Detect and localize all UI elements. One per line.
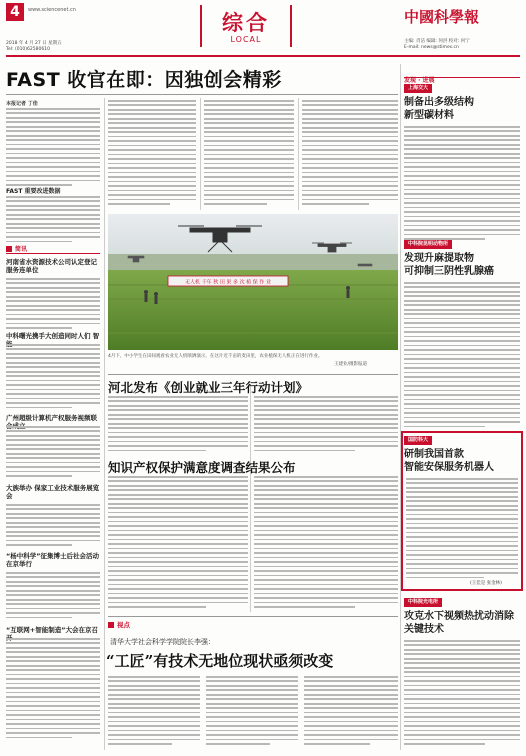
article-text (6, 196, 100, 245)
institution-badge: 中科院昆明动物所 (404, 240, 452, 249)
editor-line: 主编: 肖洁 编辑: 何洪 校对: 何宁 (404, 39, 470, 44)
byline: 本报记者 丁佳 (6, 101, 38, 107)
brief-title: 大族举办 保家工业技术服务展览会 (6, 484, 100, 500)
article-text (304, 676, 398, 748)
article-text (302, 100, 398, 208)
brief-text (6, 426, 100, 480)
brief-title: 中科曙光携手大创造同时人们 智 (6, 332, 100, 340)
article-subhead: FAST 重要改进数据 (6, 188, 61, 195)
brief-text (6, 504, 100, 549)
news-brief-tag: 简讯 (6, 244, 27, 253)
photo-credit: 王建业/摄影报道 (334, 362, 368, 367)
brief-text (6, 572, 100, 621)
article-text (108, 676, 200, 748)
article-title-line: 智能安保服务机器人 (404, 462, 494, 473)
article-title-line: 攻克水下视频热扰动消除 (404, 611, 514, 622)
article-text (108, 476, 248, 611)
view-headline: “工匠”有技术无地位现状亟须改变 (106, 652, 334, 670)
institution-badge: 中科院光电所 (404, 598, 442, 607)
email-line: E-mail: news@stimes.cn (404, 45, 459, 50)
page-number: 4 (6, 3, 24, 21)
brief-title: 广州超级计算机产权服务视频联 (6, 414, 97, 422)
article-title (404, 610, 514, 636)
article-text (254, 476, 398, 611)
article-text (206, 676, 298, 748)
institution-badge: 上海交大 (404, 84, 432, 93)
headline-hebei: 河北发布《创业就业三年行动计划》 (108, 380, 309, 395)
issue-phone: Tel: (010)62580610 (6, 47, 50, 52)
brief-title: “互联网+智能制造”大会在京召 (6, 626, 98, 634)
discovery-progress-header (404, 67, 520, 84)
main-headline: FAST 收官在即：因独创会精彩 (6, 69, 282, 91)
article-text (404, 640, 520, 748)
article-text (6, 108, 100, 189)
section-rule (108, 616, 398, 617)
brief-title: 河南省水资源技术公司认定登记服务连单位 (6, 258, 97, 274)
article-credit: (王佳是 张金林) (470, 581, 502, 586)
article-text (108, 100, 196, 208)
view-tag: 视点 (108, 620, 130, 629)
issue-date: 2018 年 4 月 27 日 星期五 (6, 41, 62, 46)
section-rule (108, 374, 398, 375)
header-rule (6, 55, 520, 57)
article-title-line: 研制我国首款 (404, 449, 464, 460)
brief-text (6, 638, 100, 741)
photo-illustration (108, 214, 398, 350)
headline-rule (6, 94, 398, 95)
column-divider (250, 384, 251, 612)
article-title (404, 448, 494, 474)
article-title (404, 96, 474, 122)
column-divider (400, 64, 401, 750)
section-title: 综合 (222, 11, 270, 35)
page-header (0, 0, 526, 58)
photo-caption: 4月下，中小学生在田间观看农业无人机喷洒演示，在这片近千亩的麦田里，农业植保无人机正在进行作业。 (108, 354, 323, 359)
photo-banner-text: 无人机 千年 秋 田 果 多 次 植 保 作 业 (185, 279, 271, 286)
headline-ip-survey: 知识产权保护满意度调查结果公布 (108, 460, 296, 475)
site-url: www.sciencenet.cn (28, 7, 76, 13)
drone-field-photo (108, 214, 398, 350)
column-divider (298, 98, 299, 210)
article-title-line: 可抑制三阴性乳腺癌 (404, 266, 494, 277)
article-text (254, 396, 398, 454)
institution-badge: 国防科大 (404, 436, 432, 445)
brief-text (6, 278, 100, 332)
article-title-line: 关键技术 (404, 624, 444, 635)
article-text (406, 478, 518, 581)
article-text (404, 126, 520, 243)
section-en: LOCAL (230, 35, 262, 44)
view-subtitle: 清华大学社会科学学院院长李强： (110, 638, 215, 646)
article-title (404, 252, 494, 278)
article-title-line: 制备出多级结构 (404, 97, 474, 108)
article-text (108, 396, 248, 454)
brief-text (6, 344, 100, 411)
brief-rule (6, 253, 100, 254)
section-banner (200, 5, 292, 47)
article-title-line: 新型碳材料 (404, 110, 454, 121)
article-text (204, 100, 294, 208)
column-divider (104, 98, 105, 750)
article-text (404, 282, 520, 430)
column-divider (200, 98, 201, 210)
brief-title: “杨中科学”征集博士后社会活动在京举行 (6, 552, 100, 568)
discovery-progress-label: 发现 · 进展 (404, 77, 435, 84)
newspaper-logo: 中國科學報 (404, 8, 480, 26)
article-title-line: 发现升麻提取物 (404, 253, 474, 264)
